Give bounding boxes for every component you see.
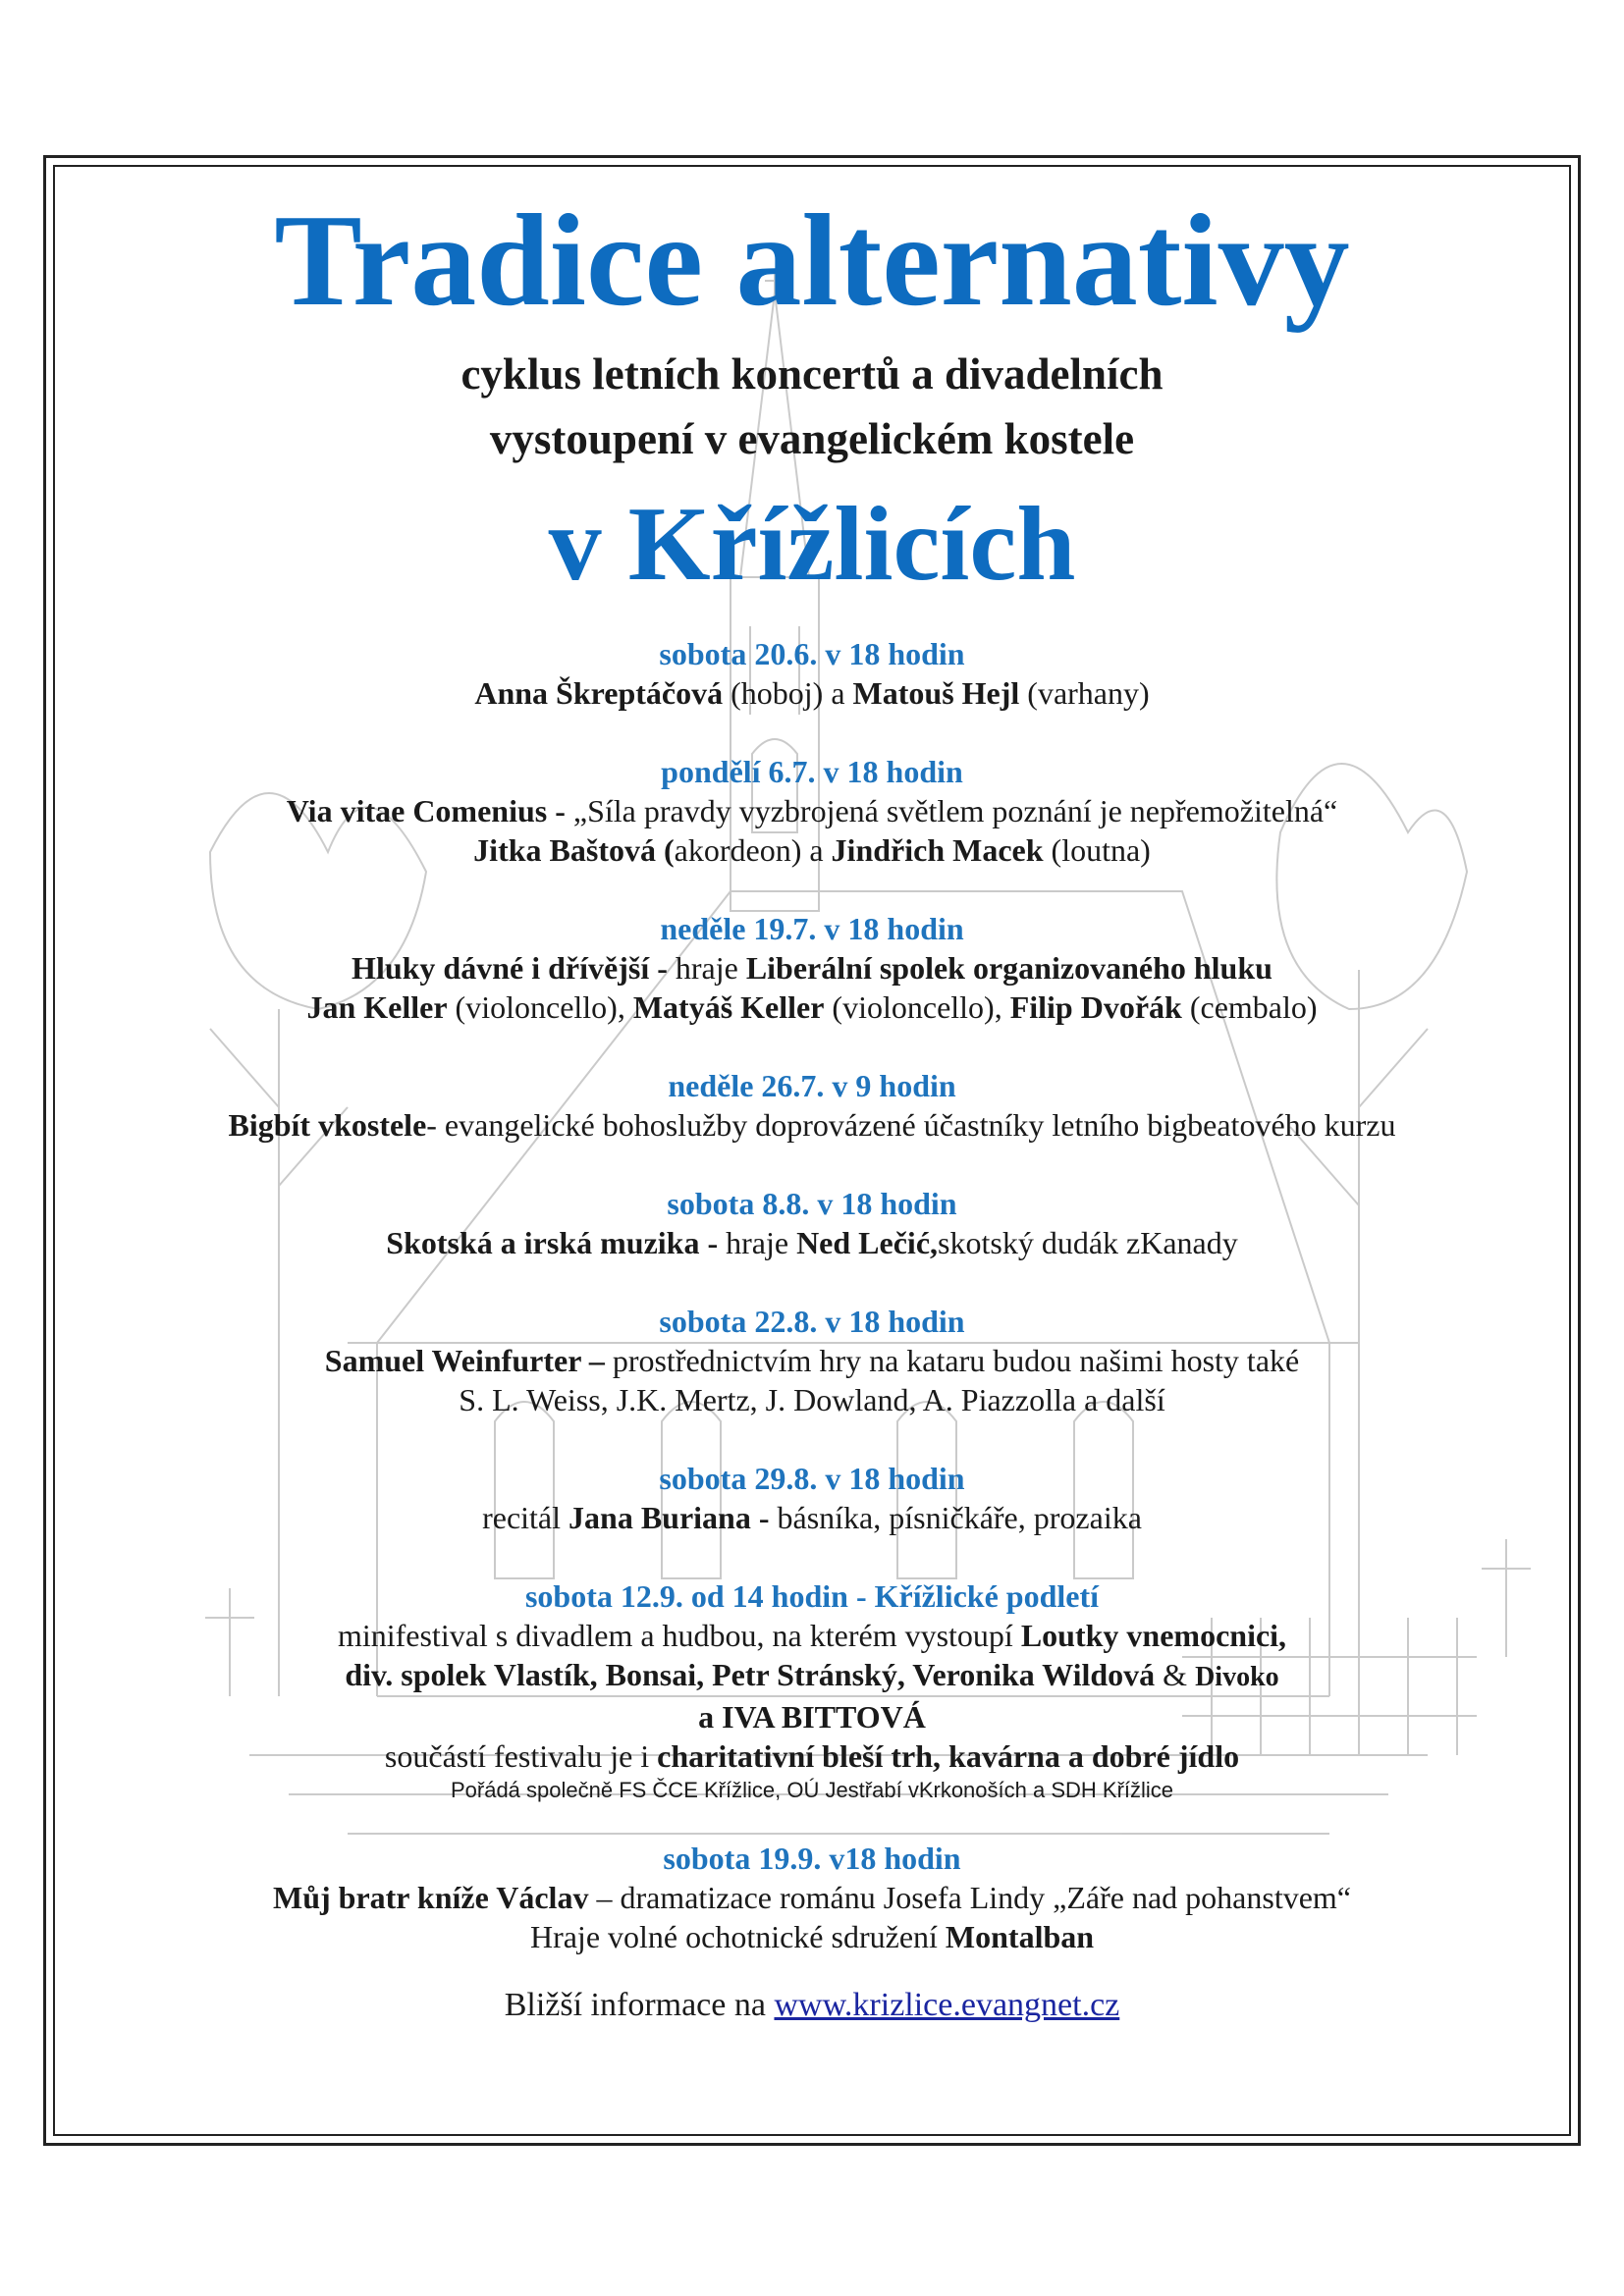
event-text: S. L. Weiss, J.K. Mertz, J. Dowland, A. Piazzolla a další (459, 1382, 1165, 1417)
performer-name: Matouš Hejl (852, 675, 1020, 711)
event-text: (loutna) (1043, 832, 1151, 868)
performer-name: Filip Dvořák (1009, 989, 1182, 1025)
event-item (59, 1066, 1565, 1145)
headliner-name: a IVA BITTOVÁ (698, 1699, 926, 1735)
event-text: akordeon) a (674, 832, 832, 868)
event-text: „Síla pravdy vyzbrojená světlem poznání je nepřemožitelná“ (572, 793, 1338, 828)
event-line (59, 1616, 1565, 1655)
footer-text: Bližší informace na (504, 1987, 775, 2023)
event-text: (violoncello), (824, 989, 1010, 1025)
performer-name: Jindřich Macek (831, 832, 1044, 868)
event-line (59, 1697, 1565, 1736)
event-text: Hraje volné ochotnické sdružení (529, 1919, 946, 1954)
event-text: (hoboj) a (723, 675, 853, 711)
performer-name: Jan Keller (306, 989, 448, 1025)
event-item (59, 1184, 1565, 1262)
performer-name: Loutky vnemocnici, (1020, 1618, 1287, 1653)
poster-place: v Křížlicích (548, 486, 1076, 603)
performer-name: Jana Buriana - (568, 1500, 778, 1535)
event-item (59, 1302, 1565, 1419)
event-text: skotský dudák zKanady (938, 1225, 1238, 1260)
event-item (59, 1576, 1565, 1805)
event-line (59, 1498, 1565, 1537)
event-item (59, 634, 1565, 713)
event-line (59, 1341, 1565, 1380)
event-text: prostřednictvím hry na kataru budou našimi hosty také (612, 1343, 1300, 1378)
footer-info (59, 1986, 1565, 2025)
performer-name: Montalban (945, 1919, 1095, 1954)
event-item (59, 909, 1565, 1027)
event-line (59, 830, 1565, 870)
event-highlight: charitativní bleší trh, kavárna a dobré jídlo (657, 1738, 1240, 1774)
subtitle-line: vystoupení v evangelickém kostele (489, 414, 1135, 463)
program-name: Můj bratr kníže Václav (272, 1880, 589, 1915)
poster-title: Tradice alternativy (274, 187, 1350, 333)
event-text: (varhany) (1019, 675, 1150, 711)
performer-name: Liberální spolek organizovaného hluku (745, 950, 1272, 986)
performer-name: div. spolek Vlastík, Bonsai, Petr Stránský, Veronika Wildová (345, 1657, 1156, 1692)
poster-subtitle (59, 342, 1565, 471)
event-date: sobota 20.6. v 18 hodin (659, 636, 965, 671)
event-date: sobota 19.9. v18 hodin (663, 1841, 961, 1876)
event-text: hraje (726, 1225, 797, 1260)
event-line (59, 1380, 1565, 1419)
event-text: recitál (482, 1500, 569, 1535)
event-text: (cembalo) (1181, 989, 1318, 1025)
program-name: Skotská a irská muzika - (386, 1225, 727, 1260)
event-line (59, 673, 1565, 713)
event-text: součástí festivalu je i (384, 1738, 658, 1774)
event-date: sobota 8.8. v 18 hodin (667, 1186, 957, 1221)
event-date: neděle 19.7. v 18 hodin (660, 911, 964, 946)
event-line (59, 1105, 1565, 1145)
event-line (59, 1878, 1565, 1917)
event-date: sobota 29.8. v 18 hodin (659, 1461, 965, 1496)
event-item (59, 1459, 1565, 1537)
event-line (59, 1917, 1565, 1956)
event-line (59, 1223, 1565, 1262)
event-item (59, 752, 1565, 870)
performer-name: Samuel Weinfurter – (324, 1343, 613, 1378)
event-text: – dramatizace románu Josefa Lindy „Záře nad pohanstvem“ (588, 1880, 1351, 1915)
performer-name: Matyáš Keller (632, 989, 825, 1025)
poster-content (59, 187, 1565, 2025)
performer-name: Anna Škreptáčová (474, 675, 724, 711)
event-text: - evangelické bohoslužby doprovázené účastníky letního bigbeatového kurzu (426, 1107, 1396, 1143)
event-text: & (1155, 1657, 1196, 1692)
event-line (59, 791, 1565, 830)
event-line (59, 1655, 1565, 1697)
subtitle-line: cyklus letních koncertů a divadelních (460, 349, 1164, 399)
performer-name: Jitka Baštová ( (473, 832, 675, 868)
performer-name: Divoko (1195, 1662, 1279, 1692)
event-date: sobota 22.8. v 18 hodin (659, 1304, 965, 1339)
event-item (59, 1839, 1565, 1956)
event-date: sobota 12.9. od 14 hodin - Křížlické podletí (524, 1578, 1100, 1614)
website-link[interactable]: www.krizlice.evangnet.cz (774, 1987, 1120, 2023)
event-line (59, 988, 1565, 1027)
organizer-note: Pořádá společně FS ČCE Křížlice, OÚ Jestřabí vKrkonoších a SDH Křížlice (450, 1778, 1174, 1802)
event-text: (violoncello), (447, 989, 633, 1025)
event-date: neděle 26.7. v 9 hodin (668, 1068, 956, 1103)
program-name: Via vitae Comenius - (286, 793, 573, 828)
program-name: Hluky dávné i dřívější - (352, 950, 676, 986)
event-text: básníka, písničkáře, prozaika (777, 1500, 1142, 1535)
event-text: minifestival s divadlem a hudbou, na kterém vystoupí (337, 1618, 1021, 1653)
performer-name: Ned Lečić, (796, 1225, 939, 1260)
program-name: Bigbít vkostele (228, 1107, 427, 1143)
event-date: pondělí 6.7. v 18 hodin (661, 754, 963, 789)
event-line (59, 1736, 1565, 1776)
event-text: hraje (675, 950, 746, 986)
event-line (59, 948, 1565, 988)
